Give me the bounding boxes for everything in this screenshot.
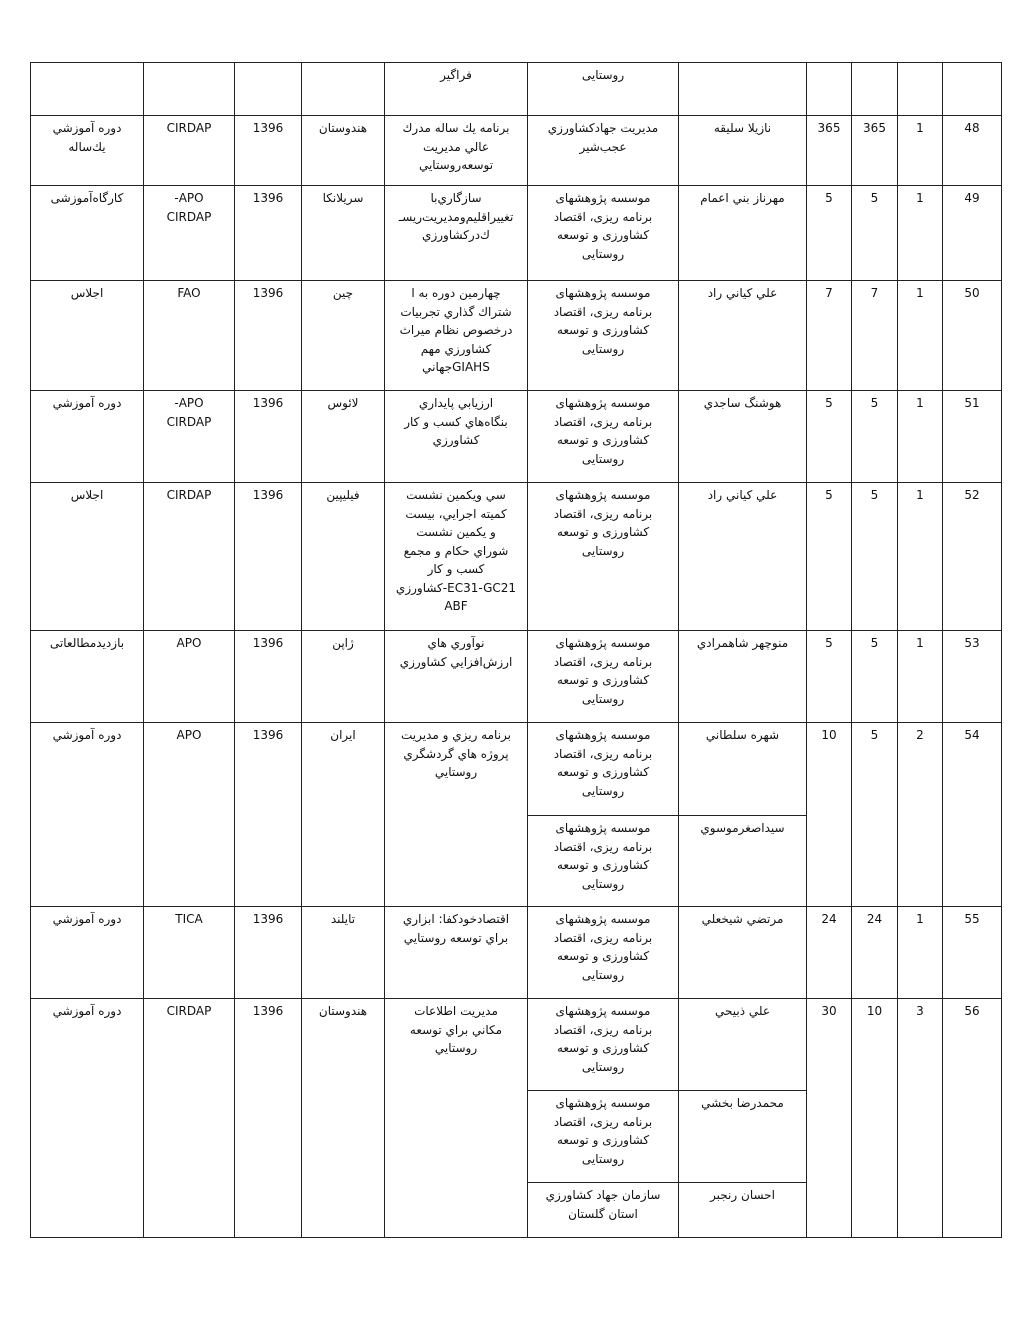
cell-title: فراگیر	[385, 63, 528, 116]
cell-sponsor: APO	[144, 631, 235, 723]
cell-count-b: 5	[852, 483, 898, 631]
cell-year: 1396	[235, 281, 302, 391]
cell-type: دوره آموزشي	[31, 907, 144, 999]
cell-sponsor: CIRDAP	[144, 116, 235, 186]
table-row	[31, 186, 1002, 281]
cell-title: سازگاري‌با تغييراقليم‌ومديريت‌ريسـ ك‌دركشاورزي	[385, 186, 528, 281]
cell-name: محمدرضا بخشي	[679, 1091, 807, 1183]
cell-count-a: 1	[898, 631, 943, 723]
cell-sponsor: APO- CIRDAP	[144, 391, 235, 483]
cell-year: 1396	[235, 391, 302, 483]
cell-count-b: 10	[852, 999, 898, 1238]
table-row	[31, 391, 1002, 483]
cell-sponsor	[144, 63, 235, 116]
table-row	[31, 907, 1002, 999]
cell-title: نوآوري هاي ارزش‌افزايي كشاورزي	[385, 631, 528, 723]
table-row	[31, 631, 1002, 723]
cell-sponsor: FAO	[144, 281, 235, 391]
cell-count-a	[898, 63, 943, 116]
cell-year: 1396	[235, 631, 302, 723]
cell-count-b: 5	[852, 391, 898, 483]
cell-count-c: 365	[807, 116, 852, 186]
cell-count-a: 1	[898, 116, 943, 186]
cell-no: 52	[943, 483, 1002, 631]
cell-country: تايلند	[302, 907, 385, 999]
cell-title: ارزيابي پايداري بنگاه‌هاي كسب و كار كشاورزي	[385, 391, 528, 483]
cell-name	[679, 63, 807, 116]
cell-count-a: 3	[898, 999, 943, 1238]
cell-count-b: 5	[852, 723, 898, 907]
cell-organization: موسسه پژوهشهای برنامه ریزی، اقتصاد کشاورزی و توسعه روستایی	[528, 723, 679, 816]
cell-count-a: 1	[898, 483, 943, 631]
cell-name: سيداصغرموسوي	[679, 816, 807, 907]
continuation-row	[31, 63, 1002, 116]
cell-year	[235, 63, 302, 116]
cell-country: لائوس	[302, 391, 385, 483]
cell-title: اقتصادخودكفا: ابزاري براي توسعه روستايي	[385, 907, 528, 999]
cell-count-b: 365	[852, 116, 898, 186]
table-row	[31, 723, 1002, 816]
cell-organization: موسسه پژوهشهای برنامه ریزی، اقتصاد کشاورزی و توسعه روستایی	[528, 391, 679, 483]
cell-title: سي ويكمين نشست كميته اجرايي، بيست و يكمين نشست شوراي حكام و مجمع كسب و كار EC31-GC21-كشاورزي ABF	[385, 483, 528, 631]
cell-no: 55	[943, 907, 1002, 999]
cell-count-a: 1	[898, 186, 943, 281]
cell-name: منوچهر شاهمرادي	[679, 631, 807, 723]
cell-name: هوشنگ ساجدي	[679, 391, 807, 483]
cell-sponsor: APO- CIRDAP	[144, 186, 235, 281]
cell-year: 1396	[235, 723, 302, 907]
cell-country: هندوستان	[302, 999, 385, 1238]
cell-sponsor: CIRDAP	[144, 999, 235, 1238]
cell-title: چهارمين دوره به ا شتراك گذاري تجربيات درخصوص نظام ميراث كشاورزي مهم GIAHSجهاني	[385, 281, 528, 391]
cell-count-c: 7	[807, 281, 852, 391]
cell-type: دوره آموزشي	[31, 391, 144, 483]
cell-sponsor: TICA	[144, 907, 235, 999]
cell-name: نازيلا سليقه	[679, 116, 807, 186]
cell-country: چين	[302, 281, 385, 391]
cell-country: سريلانكا	[302, 186, 385, 281]
cell-type: کارگاه‌آموزشی	[31, 186, 144, 281]
cell-count-c: 5	[807, 631, 852, 723]
cell-count-b: 5	[852, 186, 898, 281]
cell-organization: مديريت جهادكشاورزي عجب‌شير	[528, 116, 679, 186]
cell-title: مديريت اطلاعات مكاني براي توسعه روستايي	[385, 999, 528, 1238]
cell-count-c: 5	[807, 391, 852, 483]
cell-count-c: 24	[807, 907, 852, 999]
cell-country: فيليپين	[302, 483, 385, 631]
cell-sponsor: APO	[144, 723, 235, 907]
cell-country: ايران	[302, 723, 385, 907]
cell-name: علي كياني راد	[679, 483, 807, 631]
cell-type: دوره آموزشي	[31, 999, 144, 1238]
cell-name: مرتضي شيخعلي	[679, 907, 807, 999]
cell-type: دوره آموزشي	[31, 723, 144, 907]
cell-no: 51	[943, 391, 1002, 483]
cell-count-b: 24	[852, 907, 898, 999]
table-row	[31, 999, 1002, 1091]
cell-year: 1396	[235, 999, 302, 1238]
cell-no: 56	[943, 999, 1002, 1238]
cell-count-a: 1	[898, 391, 943, 483]
cell-organization: موسسه پژوهشهای برنامه ریزی، اقتصاد کشاورزی و توسعه روستایی	[528, 999, 679, 1091]
cell-year: 1396	[235, 186, 302, 281]
cell-count-c: 5	[807, 186, 852, 281]
table-row	[31, 116, 1002, 186]
cell-count-b	[852, 63, 898, 116]
cell-no: 50	[943, 281, 1002, 391]
table-row	[31, 281, 1002, 391]
cell-year: 1396	[235, 907, 302, 999]
cell-count-a: 1	[898, 907, 943, 999]
cell-organization: موسسه پژوهشهای برنامه ریزی، اقتصاد کشاورزی و توسعه روستایی	[528, 631, 679, 723]
cell-country: هندوستان	[302, 116, 385, 186]
cell-no	[943, 63, 1002, 116]
cell-count-a: 2	[898, 723, 943, 907]
cell-type: بازدیدمطالعاتی	[31, 631, 144, 723]
cell-no: 54	[943, 723, 1002, 907]
cell-no: 53	[943, 631, 1002, 723]
cell-year: 1396	[235, 116, 302, 186]
cell-organization: سازمان جهاد كشاورزي استان گلستان	[528, 1183, 679, 1238]
cell-type: اجلاس	[31, 281, 144, 391]
cell-year: 1396	[235, 483, 302, 631]
cell-organization: موسسه پژوهشهای برنامه ریزی، اقتصاد کشاورزی و توسعه روستایی	[528, 186, 679, 281]
cell-type: اجلاس	[31, 483, 144, 631]
cell-organization: موسسه پژوهشهای برنامه ریزی، اقتصاد کشاورزی و توسعه روستایی	[528, 816, 679, 907]
cell-title: برنامه ريزي و مديريت پروژه هاي گردشگري روستايي	[385, 723, 528, 907]
records-table	[30, 62, 1002, 1238]
cell-count-b: 5	[852, 631, 898, 723]
cell-name: علي ذبيحي	[679, 999, 807, 1091]
cell-count-b: 7	[852, 281, 898, 391]
cell-sponsor: CIRDAP	[144, 483, 235, 631]
cell-organization: موسسه پژوهشهای برنامه ریزی، اقتصاد کشاورزی و توسعه روستایی	[528, 281, 679, 391]
cell-type: دوره آموزشي يك‌ساله	[31, 116, 144, 186]
cell-organization: موسسه پژوهشهای برنامه ریزی، اقتصاد کشاورزی و توسعه روستایی	[528, 1091, 679, 1183]
cell-country	[302, 63, 385, 116]
cell-organization: موسسه پژوهشهای برنامه ریزی، اقتصاد کشاورزی و توسعه روستایی	[528, 483, 679, 631]
cell-organization: روستایی	[528, 63, 679, 116]
cell-count-a: 1	[898, 281, 943, 391]
cell-name: علي كياني راد	[679, 281, 807, 391]
cell-type	[31, 63, 144, 116]
cell-name: شهره سلطاني	[679, 723, 807, 816]
cell-count-c	[807, 63, 852, 116]
cell-name: مهرناز بني اعمام	[679, 186, 807, 281]
cell-no: 48	[943, 116, 1002, 186]
cell-count-c: 30	[807, 999, 852, 1238]
cell-title: برنامه يك ساله مدرك عالي مديريت توسعه‌روستايي	[385, 116, 528, 186]
cell-count-c: 10	[807, 723, 852, 907]
cell-name: احسان رنجبر	[679, 1183, 807, 1238]
cell-country: ژاپن	[302, 631, 385, 723]
cell-count-c: 5	[807, 483, 852, 631]
cell-organization: موسسه پژوهشهای برنامه ریزی، اقتصاد کشاورزی و توسعه روستایی	[528, 907, 679, 999]
cell-no: 49	[943, 186, 1002, 281]
table-row	[31, 483, 1002, 631]
